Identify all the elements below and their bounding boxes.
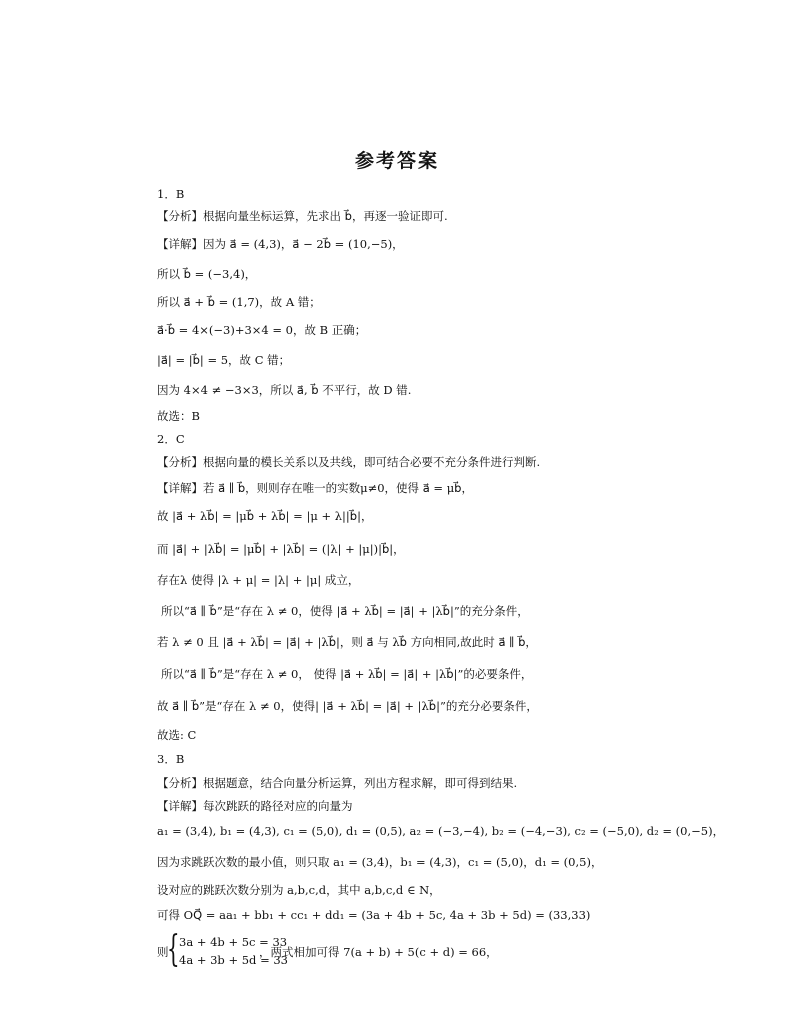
system-equation-2: 4a + 3b + 5d = 33 — [179, 953, 289, 967]
system-suffix: ，两式相加可得 7(a + b) + 5(c + d) = 66， — [259, 945, 498, 959]
answer-line: |a⃗| = |b⃗| = 5，故 C 错； — [157, 353, 291, 367]
answer-line: 所以 b⃗ = (−3,4)， — [157, 267, 257, 281]
answer-line: 故 |a⃗ + λb⃗| = |μb⃗ + λb⃗| = |μ + λ||b⃗|， — [157, 509, 373, 523]
answer-line: 【详解】因为 a⃗ = (4,3)，a⃗ − 2b⃗ = (10,−5)， — [157, 237, 404, 251]
answer-line: 所以“a⃗ ∥ b⃗”是“存在 λ ≠ 0，使得 |a⃗ + λb⃗| = |a⃗| + |λb⃗|”的充分条件， — [161, 604, 529, 618]
answer-line: 2．C — [157, 432, 185, 446]
answer-line: 【分析】根据向量坐标运算，先求出 b⃗，再逐一验证即可. — [157, 209, 448, 223]
page-title: 参考答案 — [354, 150, 439, 172]
left-brace-icon: { — [167, 929, 180, 970]
answer-line: 【分析】根据向量的模长关系以及共线，即可结合必要不充分条件进行判断. — [157, 455, 541, 469]
answer-line: a⃗·b⃗ = 4×(−3)+3×4 = 0，故 B 正确； — [157, 323, 367, 337]
answer-line: 3．B — [157, 752, 185, 766]
answer-line: 故 a⃗ ∥ b⃗”是“存在 λ ≠ 0，使得| |a⃗ + λb⃗| = |a⃗| + |λb⃗|”的充分必要条件， — [157, 699, 538, 713]
answer-line: 【详解】每次跳跃的路径对应的向量为 — [157, 799, 353, 813]
answer-line: 存在λ 使得 |λ + μ| = |λ| + |μ| 成立， — [157, 573, 360, 587]
answer-line: 故选：B — [157, 409, 200, 423]
answer-line: 若 λ ≠ 0 且 |a⃗ + λb⃗| = |a⃗| + |λb⃗|，则 a⃗ 与 λb⃗ 方向相同,故此时 a⃗ ∥ b⃗， — [157, 635, 537, 649]
answer-line: 所以“a⃗ ∥ b⃗”是“存在 λ ≠ 0， 使得 |a⃗ + λb⃗| = |a⃗| + |λb⃗|”的必要条件， — [161, 667, 533, 681]
answer-line: 设对应的跳跃次数分别为 a,b,c,d，其中 a,b,c,d ∈ N， — [157, 883, 441, 897]
answer-line: 而 |a⃗| + |λb⃗| = |μb⃗| + |λb⃗| = (|λ| + |μ|)|b⃗|， — [157, 542, 405, 556]
answer-line: a₁ = (3,4), b₁ = (4,3), c₁ = (5,0), d₁ = (0,5), a₂ = (−3,−4), b₂ = (−4,−3), c₂ = (−5,0), d₂ = (0,−5)， — [157, 824, 725, 838]
answer-line: 因为 4×4 ≠ −3×3，所以 a⃗, b⃗ 不平行，故 D 错. — [157, 383, 412, 397]
answer-line: 1．B — [157, 187, 185, 201]
system-equation-1: 3a + 4b + 5c = 33 — [179, 935, 288, 949]
answer-line: 【详解】若 a⃗ ∥ b⃗，则则存在唯一的实数μ≠0，使得 a⃗ = μb⃗， — [157, 481, 473, 495]
answer-line: 因为求跳跃次数的最小值，则只取 a₁ = (3,4)，b₁ = (4,3)，c₁ = (5,0)，d₁ = (0,5)， — [157, 855, 603, 869]
answer-line: 故选: C — [157, 728, 197, 742]
answer-line: 所以 a⃗ + b⃗ = (1,7)，故 A 错； — [157, 295, 321, 309]
system-prefix: 则 — [157, 945, 169, 959]
answer-line: 【分析】根据题意，结合向量分析运算，列出方程求解，即可得到结果. — [157, 776, 518, 790]
answer-line: 可得 OQ⃗ = aa₁ + bb₁ + cc₁ + dd₁ = (3a + 4b + 5c, 4a + 3b + 5d) = (33,33) — [157, 908, 591, 922]
